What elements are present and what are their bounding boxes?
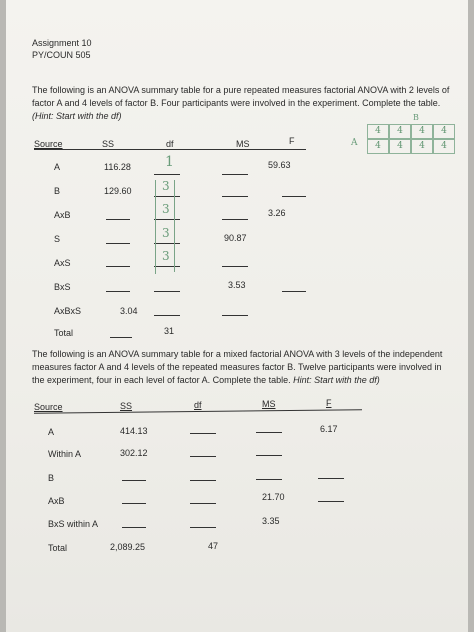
p2-df-total: 47 bbox=[208, 541, 219, 551]
margin-cell: 4 bbox=[389, 124, 411, 139]
p1-ss-bxs-blank[interactable] bbox=[106, 291, 130, 292]
problem1-text: The following is an ANOVA summary table for a pure repeated measures factorial ANOVA with 2 levels of factor A and 4 levels of factor B. Four participants were involved in the experiment. Complete the table. bbox=[32, 85, 450, 108]
p1-ms-bxs: 3.53 bbox=[228, 280, 246, 290]
margin-label-b: B bbox=[413, 113, 419, 122]
p1-ms-axbxs-blank[interactable] bbox=[222, 315, 248, 316]
p1-ss-s-blank[interactable] bbox=[106, 243, 130, 244]
p2-header-source: Source bbox=[34, 402, 63, 412]
p1-df-axbxs-blank[interactable] bbox=[154, 315, 180, 316]
p1-f-a: 59.63 bbox=[268, 160, 291, 170]
p2-df-axb-blank[interactable] bbox=[190, 503, 216, 504]
p1-source-axbxs: AxBxS bbox=[54, 306, 82, 316]
margin-cell: 4 bbox=[411, 124, 433, 139]
problem1-hint: (Hint: Start with the df) bbox=[32, 111, 122, 121]
p1-ss-axbxs: 3.04 bbox=[120, 306, 138, 316]
p2-source-a: A bbox=[48, 427, 55, 437]
course-code: PY/COUN 505 bbox=[32, 50, 91, 60]
p1-header-df: df bbox=[166, 139, 174, 149]
pencil-stroke-left bbox=[155, 180, 156, 274]
margin-cell: 4 bbox=[367, 124, 389, 139]
p2-header-df: df bbox=[194, 400, 202, 410]
p2-ss-b-blank[interactable] bbox=[122, 480, 146, 481]
p1-df-axs-blank[interactable] bbox=[154, 266, 180, 267]
p2-ms-b-blank[interactable] bbox=[256, 479, 282, 480]
p1-df-total: 31 bbox=[164, 326, 175, 336]
p1-header-source: Source bbox=[34, 139, 63, 149]
p2-source-within-a: Within A bbox=[48, 449, 82, 459]
p2-ms-a-blank[interactable] bbox=[256, 432, 282, 433]
assignment-title: Assignment 10 bbox=[32, 38, 92, 48]
p2-ms-within-a-blank[interactable] bbox=[256, 455, 282, 456]
margin-cell: 4 bbox=[389, 139, 411, 154]
p1-f-axb: 3.26 bbox=[268, 208, 286, 218]
p1-df-axb-blank[interactable] bbox=[154, 219, 180, 220]
p2-ms-bxs-within-a: 3.35 bbox=[262, 516, 280, 526]
p2-df-bxs-within-a-blank[interactable] bbox=[190, 527, 216, 528]
p1-header-rule bbox=[34, 149, 306, 150]
p2-ss-total: 2,089.25 bbox=[110, 542, 146, 552]
problem1-instructions bbox=[32, 84, 452, 123]
p1-header-ms: MS bbox=[236, 139, 250, 149]
p1-df-b-blank[interactable] bbox=[154, 196, 180, 197]
p1-ms-axb-blank[interactable] bbox=[222, 219, 248, 220]
worksheet-page bbox=[6, 0, 468, 632]
p2-ss-a: 414.13 bbox=[120, 426, 148, 436]
p1-ms-s: 90.87 bbox=[224, 233, 247, 243]
p1-df-axs-handwritten: 3 bbox=[162, 249, 170, 263]
p1-ms-b-blank[interactable] bbox=[222, 196, 248, 197]
p1-source-s: S bbox=[54, 234, 61, 244]
p1-df-s-blank[interactable] bbox=[154, 243, 180, 244]
p2-source-axb: AxB bbox=[48, 496, 65, 506]
p1-header-f: F bbox=[289, 136, 295, 146]
margin-grid-row-2 bbox=[367, 139, 455, 154]
p2-ss-axb-blank[interactable] bbox=[122, 503, 146, 504]
p2-header-ss: SS bbox=[120, 401, 133, 411]
p1-ss-b: 129.60 bbox=[104, 186, 132, 196]
margin-label-a: A bbox=[351, 138, 358, 148]
p1-df-a-handwritten: 1 bbox=[165, 154, 174, 170]
p2-f-axb-blank[interactable] bbox=[318, 501, 344, 502]
margin-cell: 4 bbox=[411, 139, 433, 154]
p2-source-b: B bbox=[48, 473, 55, 483]
p1-df-a-blank[interactable] bbox=[154, 174, 180, 175]
p1-source-a: A bbox=[54, 162, 61, 172]
p1-df-bxs-blank[interactable] bbox=[154, 291, 180, 292]
p1-ms-a-blank[interactable] bbox=[222, 174, 248, 175]
p2-df-within-a-blank[interactable] bbox=[190, 456, 216, 457]
p1-ms-axs-blank[interactable] bbox=[222, 266, 248, 267]
p1-f-bxs-blank[interactable] bbox=[282, 291, 306, 292]
p2-ms-axb: 21.70 bbox=[262, 492, 285, 502]
margin-grid bbox=[367, 124, 455, 156]
p1-source-axb: AxB bbox=[54, 210, 71, 220]
margin-cell: 4 bbox=[433, 124, 455, 139]
p1-f-b-blank[interactable] bbox=[282, 196, 306, 197]
p1-header-ss: SS bbox=[102, 139, 115, 149]
p1-ss-total-blank[interactable] bbox=[110, 337, 132, 338]
p1-source-bxs: BxS bbox=[54, 282, 71, 292]
p2-header-f: F bbox=[326, 398, 332, 408]
p1-ss-a: 116.28 bbox=[104, 162, 131, 172]
p2-df-a-blank[interactable] bbox=[190, 433, 216, 434]
pencil-stroke-right bbox=[174, 180, 175, 272]
problem2-text: The following is an ANOVA summary table for a mixed factorial ANOVA with 3 levels of the independent measures factor A and 4 levels of the repeated measures factor B. Twelve participants were involved in the experiment, four in each level of factor A. Complete the table. bbox=[32, 349, 443, 385]
p1-df-axb-handwritten: 3 bbox=[162, 202, 170, 216]
p1-ss-axs-blank[interactable] bbox=[106, 266, 130, 267]
p2-f-a: 6.17 bbox=[320, 424, 338, 434]
p2-df-b-blank[interactable] bbox=[190, 480, 216, 481]
p2-header-ms: MS bbox=[262, 399, 276, 409]
p1-df-s-handwritten: 3 bbox=[162, 226, 170, 240]
problem2-hint: Hint: Start with the df) bbox=[293, 375, 380, 385]
p2-ss-within-a: 302.12 bbox=[120, 448, 148, 458]
margin-cell: 4 bbox=[433, 139, 455, 154]
p1-ss-axb-blank[interactable] bbox=[106, 219, 130, 220]
p1-df-b-handwritten: 3 bbox=[162, 179, 170, 193]
p1-source-axs: AxS bbox=[54, 258, 71, 268]
margin-cell: 4 bbox=[367, 139, 389, 154]
p2-ss-bxs-within-a-blank[interactable] bbox=[122, 527, 146, 528]
p2-source-total: Total bbox=[48, 543, 68, 553]
p2-source-bxs-within-a: BxS within A bbox=[48, 519, 99, 529]
p2-f-b-blank[interactable] bbox=[318, 478, 344, 479]
p1-source-b: B bbox=[54, 186, 61, 196]
margin-grid-row-1 bbox=[367, 124, 455, 139]
problem2-instructions bbox=[32, 348, 452, 387]
p1-source-total: Total bbox=[54, 328, 74, 338]
